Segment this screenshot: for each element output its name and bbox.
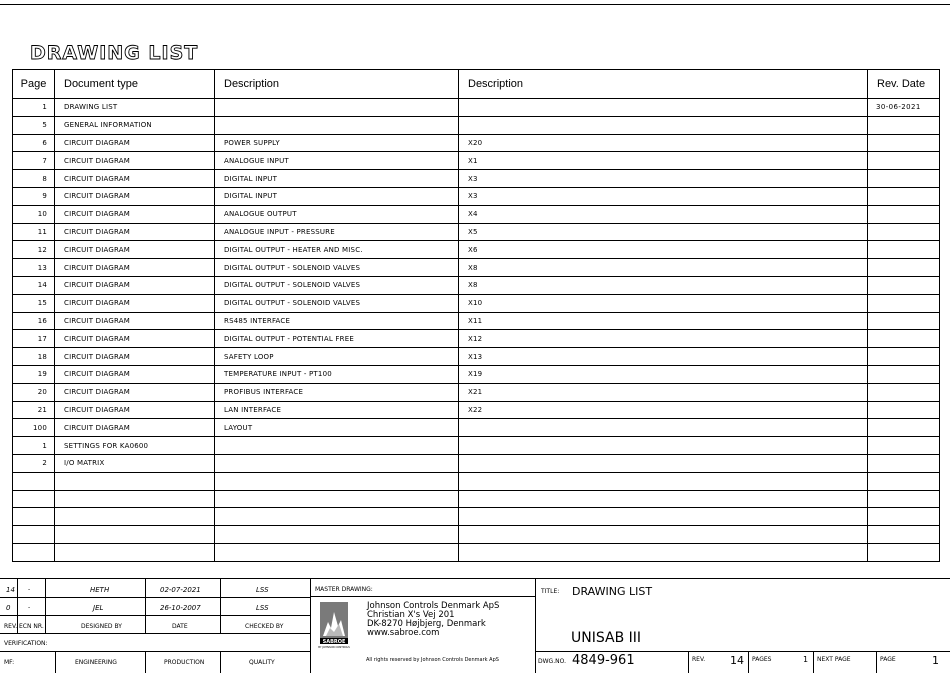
cell-description: SAFETY LOOP [215, 348, 459, 366]
cell-description-2 [459, 116, 868, 134]
cell-rev-date: 30-06-2021 [868, 99, 940, 117]
cell-description: DIGITAL OUTPUT - SOLENOID VALVES [215, 276, 459, 294]
cell-description [215, 437, 459, 455]
table-row [13, 454, 940, 472]
header-page: Page [13, 70, 55, 99]
rev-row2-rev: 0 [6, 604, 11, 612]
cell-description-2: X20 [459, 134, 868, 152]
cell-document-type: CIRCUIT DIAGRAM [55, 365, 215, 383]
page-title: DRAWING LIST [30, 42, 199, 64]
cell-document-type: DRAWING LIST [55, 99, 215, 117]
rev-row2-checked: LSS [256, 604, 269, 612]
table-row [13, 170, 940, 188]
title-value: DRAWING LIST [572, 585, 653, 598]
cell-rev-date [868, 401, 940, 419]
cell-document-type: CIRCUIT DIAGRAM [55, 312, 215, 330]
cell-description-2 [459, 508, 868, 526]
engineering-label: ENGINEERING [75, 659, 117, 666]
cell-document-type: CIRCUIT DIAGRAM [55, 241, 215, 259]
cell-description: DIGITAL INPUT [215, 187, 459, 205]
hdr-ecn: ECN NR. [19, 623, 44, 630]
cell-document-type: CIRCUIT DIAGRAM [55, 383, 215, 401]
cell-rev-date [868, 419, 940, 437]
table-row [13, 116, 940, 134]
cell-page: 7 [13, 152, 55, 170]
cell-page [13, 508, 55, 526]
cell-page: 10 [13, 205, 55, 223]
cell-rev-date [868, 508, 940, 526]
master-drawing-label: MASTER DRAWING: [315, 586, 373, 593]
cell-page: 21 [13, 401, 55, 419]
cell-page: 5 [13, 116, 55, 134]
page-label: PAGE [880, 656, 896, 663]
cell-document-type: CIRCUIT DIAGRAM [55, 348, 215, 366]
cell-description: LAYOUT [215, 419, 459, 437]
cell-description: POWER SUPPLY [215, 134, 459, 152]
logo-text: SABROE [322, 639, 346, 645]
hdr-designed: DESIGNED BY [81, 623, 122, 630]
table-row [13, 348, 940, 366]
rev-row1-rev: 14 [6, 586, 15, 594]
cell-description: ANALOGUE INPUT [215, 152, 459, 170]
rights-text: All rights reserved by Johnson Controls Denmark ApS [366, 657, 499, 663]
cell-rev-date [868, 259, 940, 277]
cell-description-2 [459, 490, 868, 508]
cell-page: 16 [13, 312, 55, 330]
cell-document-type: CIRCUIT DIAGRAM [55, 170, 215, 188]
cell-page: 17 [13, 330, 55, 348]
company-line-1: Johnson Controls Denmark ApS [367, 601, 500, 611]
table-row [13, 508, 940, 526]
cell-description: DIGITAL OUTPUT - POTENTIAL FREE [215, 330, 459, 348]
cell-page: 19 [13, 365, 55, 383]
cell-rev-date [868, 312, 940, 330]
table-row [13, 543, 940, 561]
cell-rev-date [868, 437, 940, 455]
cell-description: ANALOGUE INPUT - PRESSURE [215, 223, 459, 241]
cell-description-2 [459, 472, 868, 490]
cell-page: 18 [13, 348, 55, 366]
cell-description-2 [459, 543, 868, 561]
table-row [13, 134, 940, 152]
cell-description-2 [459, 454, 868, 472]
table-row [13, 205, 940, 223]
cell-description: DIGITAL OUTPUT - HEATER AND MISC. [215, 241, 459, 259]
cell-document-type: CIRCUIT DIAGRAM [55, 259, 215, 277]
cell-rev-date [868, 454, 940, 472]
title-block [0, 578, 950, 672]
frame-top-line [0, 4, 950, 5]
cell-description-2 [459, 99, 868, 117]
cell-description: PROFIBUS INTERFACE [215, 383, 459, 401]
cell-description: ANALOGUE OUTPUT [215, 205, 459, 223]
table-row [13, 99, 940, 117]
cell-description: LAN INTERFACE [215, 401, 459, 419]
cell-description [215, 526, 459, 544]
company-line-2: Christian X's Vej 201 [367, 610, 455, 620]
rev-row2-designed: JEL [93, 604, 104, 612]
table-row [13, 152, 940, 170]
cell-document-type: CIRCUIT DIAGRAM [55, 223, 215, 241]
cell-rev-date [868, 526, 940, 544]
table-row [13, 294, 940, 312]
header-description: Description [215, 70, 459, 99]
cell-rev-date [868, 152, 940, 170]
title-label: TITLE: [541, 588, 560, 595]
cell-document-type [55, 472, 215, 490]
cell-page: 14 [13, 276, 55, 294]
rev-label: REV. [692, 656, 706, 663]
header-document-type: Document type [55, 70, 215, 99]
company-address [367, 602, 499, 638]
cell-description-2: X3 [459, 187, 868, 205]
cell-page: 1 [13, 99, 55, 117]
cell-rev-date [868, 241, 940, 259]
logo-sub-text: BY JOHNSON CONTROLS [318, 646, 350, 649]
cell-page: 11 [13, 223, 55, 241]
cell-document-type: CIRCUIT DIAGRAM [55, 205, 215, 223]
table-row [13, 472, 940, 490]
cell-description [215, 490, 459, 508]
cell-rev-date [868, 365, 940, 383]
cell-page: 100 [13, 419, 55, 437]
cell-document-type [55, 508, 215, 526]
cell-document-type: GENERAL INFORMATION [55, 116, 215, 134]
cell-rev-date [868, 330, 940, 348]
cell-page: 20 [13, 383, 55, 401]
cell-page: 12 [13, 241, 55, 259]
cell-page: 2 [13, 454, 55, 472]
table-row [13, 490, 940, 508]
cell-description [215, 508, 459, 526]
pages-value: 1 [803, 655, 809, 664]
rev-row2-ecn: - [28, 604, 31, 611]
cell-page: 1 [13, 437, 55, 455]
cell-rev-date [868, 383, 940, 401]
cell-page: 13 [13, 259, 55, 277]
cell-page: 9 [13, 187, 55, 205]
cell-description [215, 116, 459, 134]
cell-description [215, 99, 459, 117]
cell-description-2: X8 [459, 259, 868, 277]
cell-document-type: CIRCUIT DIAGRAM [55, 187, 215, 205]
cell-description-2 [459, 419, 868, 437]
cell-document-type: CIRCUIT DIAGRAM [55, 401, 215, 419]
hdr-date: DATE [172, 623, 188, 630]
cell-document-type: CIRCUIT DIAGRAM [55, 276, 215, 294]
quality-label: QUALITY [249, 659, 275, 666]
hdr-rev: REV. [4, 623, 18, 630]
cell-description-2: X11 [459, 312, 868, 330]
cell-document-type: CIRCUIT DIAGRAM [55, 294, 215, 312]
rev-value: 14 [730, 654, 744, 667]
cell-document-type [55, 526, 215, 544]
sabroe-logo-graphic [320, 602, 348, 654]
rev-row2-date: 26-10-2007 [160, 604, 201, 612]
product-name: UNISAB III [571, 630, 642, 646]
cell-page [13, 472, 55, 490]
cell-description-2: X8 [459, 276, 868, 294]
table-row [13, 276, 940, 294]
cell-rev-date [868, 543, 940, 561]
cell-description [215, 472, 459, 490]
cell-description-2: X21 [459, 383, 868, 401]
cell-rev-date [868, 116, 940, 134]
table-row [13, 383, 940, 401]
hdr-checked: CHECKED BY [245, 623, 284, 630]
table-row [13, 365, 940, 383]
page-value: 1 [932, 654, 939, 667]
rev-row1-date: 02-07-2021 [160, 586, 201, 594]
table-row [13, 330, 940, 348]
pages-label: PAGES [752, 656, 772, 663]
cell-description-2: X19 [459, 365, 868, 383]
cell-document-type [55, 543, 215, 561]
table-row [13, 241, 940, 259]
cell-description: DIGITAL OUTPUT - SOLENOID VALVES [215, 294, 459, 312]
drawing-list-table [12, 69, 940, 562]
cell-document-type: CIRCUIT DIAGRAM [55, 330, 215, 348]
table-row [13, 401, 940, 419]
cell-document-type [55, 490, 215, 508]
cell-rev-date [868, 187, 940, 205]
table-row [13, 187, 940, 205]
cell-rev-date [868, 134, 940, 152]
mf-label: MF: [4, 659, 15, 666]
cell-document-type: SETTINGS FOR KA0600 [55, 437, 215, 455]
cell-document-type: CIRCUIT DIAGRAM [55, 152, 215, 170]
verification-label: VERIFICATION: [4, 640, 48, 647]
cell-page: 15 [13, 294, 55, 312]
cell-description: RS485 INTERFACE [215, 312, 459, 330]
cell-rev-date [868, 348, 940, 366]
cell-description-2: X1 [459, 152, 868, 170]
production-label: PRODUCTION [164, 659, 205, 666]
rev-row1-designed: HETH [90, 586, 110, 594]
header-description-2: Description [459, 70, 868, 99]
cell-rev-date [868, 170, 940, 188]
cell-description [215, 454, 459, 472]
cell-description-2: X10 [459, 294, 868, 312]
dwg-no-value: 4849-961 [572, 653, 635, 668]
cell-description-2: X13 [459, 348, 868, 366]
cell-page: 6 [13, 134, 55, 152]
company-line-4: www.sabroe.com [367, 628, 440, 638]
cell-rev-date [868, 294, 940, 312]
cell-rev-date [868, 490, 940, 508]
cell-description-2: X12 [459, 330, 868, 348]
cell-description: DIGITAL INPUT [215, 170, 459, 188]
cell-description-2 [459, 437, 868, 455]
table-header-row [13, 70, 940, 99]
table-row [13, 437, 940, 455]
cell-page [13, 526, 55, 544]
cell-description-2: X22 [459, 401, 868, 419]
cell-description [215, 543, 459, 561]
table-row [13, 526, 940, 544]
cell-page [13, 490, 55, 508]
cell-description: TEMPERATURE INPUT - PT100 [215, 365, 459, 383]
cell-description: DIGITAL OUTPUT - SOLENOID VALVES [215, 259, 459, 277]
dwg-no-label: DWG.NO. [538, 658, 566, 665]
cell-document-type: I/O MATRIX [55, 454, 215, 472]
cell-rev-date [868, 223, 940, 241]
sabroe-logo [320, 602, 348, 654]
cell-description-2: X5 [459, 223, 868, 241]
table-row [13, 312, 940, 330]
header-rev-date: Rev. Date [868, 70, 940, 99]
table-row [13, 419, 940, 437]
cell-document-type: CIRCUIT DIAGRAM [55, 134, 215, 152]
company-line-3: DK-8270 Højbjerg, Denmark [367, 619, 486, 629]
cell-description-2 [459, 526, 868, 544]
cell-description-2: X4 [459, 205, 868, 223]
next-page-label: NEXT PAGE [817, 656, 851, 663]
cell-rev-date [868, 276, 940, 294]
table-row [13, 259, 940, 277]
rev-row1-ecn: - [28, 586, 31, 593]
cell-page: 8 [13, 170, 55, 188]
rev-row1-checked: LSS [256, 586, 269, 594]
cell-document-type: CIRCUIT DIAGRAM [55, 419, 215, 437]
cell-description-2: X3 [459, 170, 868, 188]
cell-page [13, 543, 55, 561]
cell-description-2: X6 [459, 241, 868, 259]
cell-rev-date [868, 205, 940, 223]
cell-rev-date [868, 472, 940, 490]
table-row [13, 223, 940, 241]
